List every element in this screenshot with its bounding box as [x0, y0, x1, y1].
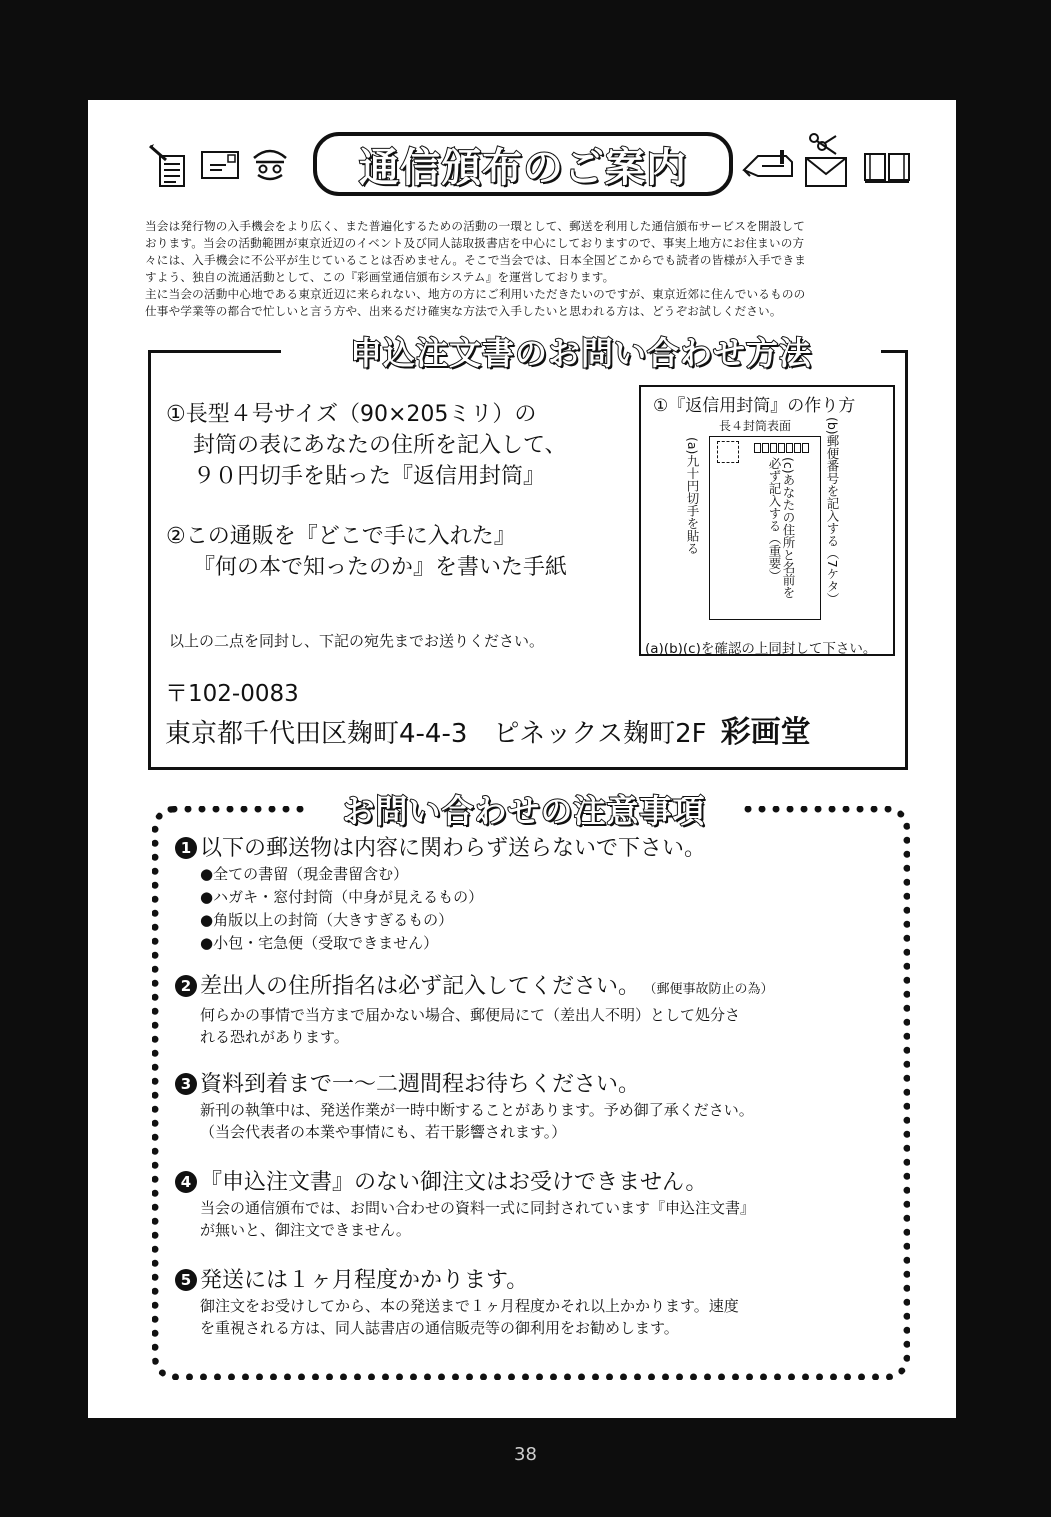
notice-line: れる恐れがあります。 — [200, 1028, 349, 1046]
requirement-line: ①長型４号サイズ（90×205ミリ）の — [166, 402, 537, 427]
requirement-line: ９０円切手を貼った『返信用封筒』 — [193, 464, 546, 489]
label-a: (a)九十円切手を貼る — [685, 437, 700, 555]
publisher-name: 彩画堂 — [720, 715, 811, 750]
notice-number: 1 — [175, 837, 197, 859]
notices-box — [152, 792, 910, 1380]
notice-heading-text: 『申込注文書』のない御注文はお受けできません。 — [200, 1170, 708, 1195]
label-c-line: 必ず記入する（重要） — [767, 457, 782, 582]
notice-line: ●全ての書留（現金書留含む） — [200, 865, 409, 883]
envelope-guide — [639, 385, 895, 656]
envelope-note: (a)(b)(c)を確認の上同封して下さい。 — [645, 641, 877, 657]
notice-heading — [175, 1071, 895, 1099]
notice-line: ●小包・宅急便（受取できません） — [200, 934, 439, 952]
notice-heading — [175, 835, 895, 863]
intro-line: おります。当会の活動範囲が東京近辺のイベント及び同人誌取扱書店を中心にしておりますので、事実上地方にお住まいの方 — [145, 236, 805, 250]
notice-body — [175, 863, 895, 955]
page-title: 通信頒布のご案内 — [359, 144, 687, 191]
intro-text — [145, 218, 925, 320]
notice-number: 2 — [175, 975, 197, 997]
notice-item — [175, 1071, 895, 1143]
notice-body — [175, 1004, 895, 1048]
intro-line: 々には、入手機会に不公平が生じていることは否めません。そこで当会では、日本全国どこからでも読者の皆様が入手できま — [145, 253, 807, 267]
label-c-line: (c)あなたの住所と名前を — [781, 457, 796, 599]
notice-line: 何らかの事情で当方まで届かない場合、郵便局にて（差出人不明）として処分さ — [200, 1006, 741, 1024]
header — [148, 132, 908, 202]
notice-line: ●ハガキ・窓付封筒（中身が見えるもの） — [200, 888, 484, 906]
book-icon — [862, 150, 912, 188]
notice-number: 5 — [175, 1269, 197, 1291]
notice-line: を重視される方は、同人誌書店の通信販売等の御利用をお勧めします。 — [200, 1319, 679, 1337]
label-b: (b)郵便番号を記入する（7ケタ） — [825, 417, 840, 606]
notice-item — [175, 1267, 895, 1339]
notice-heading-text: 差出人の住所指名は必ず記入してください。 — [200, 974, 641, 999]
label-c — [765, 457, 795, 599]
notice-body — [175, 1197, 895, 1241]
notice-body — [175, 1099, 895, 1143]
notice-number: 3 — [175, 1073, 197, 1095]
envelope-scissors-icon — [802, 132, 850, 194]
notice-heading — [175, 973, 895, 1004]
notice-heading — [175, 1169, 895, 1197]
address — [165, 707, 811, 751]
notice-line: ●角版以上の封筒（大きすぎるもの） — [200, 911, 454, 929]
notice-heading-tail: （郵便事故防止の為） — [650, 982, 774, 997]
title-box — [313, 132, 733, 196]
document-pen-icon — [148, 142, 188, 192]
notice-line: 当会の通信頒布では、お問い合わせの資料一式に同封されています『申込注文書』 — [200, 1199, 756, 1217]
requirement-line: ②この通販を『どこで手に入れた』 — [166, 524, 516, 549]
notice-item — [175, 835, 895, 955]
requirement-letter — [166, 521, 567, 583]
notice-line: が無いと、御注文できません。 — [200, 1221, 411, 1239]
notice-heading-text: 発送には１ヶ月程度かかります。 — [200, 1268, 529, 1293]
notices-banner — [309, 785, 739, 833]
mailbox-icon — [740, 146, 796, 190]
notice-line: 新刊の執筆中は、発送作業が一時中断することがあります。予め御了承ください。 — [200, 1101, 754, 1119]
how-to-order-box — [148, 334, 908, 770]
enclose-note: 以上の二点を同封し、下記の宛先までお送りください。 — [169, 632, 545, 650]
notice-body — [175, 1295, 895, 1339]
notice-heading — [175, 1267, 895, 1295]
postal-code: 〒102-0083 — [165, 681, 299, 707]
envelope-face-label: 長４封筒表面 — [719, 419, 792, 433]
notice-item — [175, 973, 895, 1048]
how-to-order-title: 申込注文書のお問い合わせ方法 — [349, 334, 812, 372]
intro-line: 主に当会の活動中心地である東京近辺に来られない、地方の方にご利用いただきたいのですが、東京近郊に住んでいるものの — [145, 287, 806, 301]
notice-number: 4 — [175, 1171, 197, 1193]
notices-title: お問い合わせの注意事項 — [342, 792, 706, 830]
intro-line: すよう、独自の流通活動として、この『彩画堂通信頒布システム』を運営しております。 — [145, 270, 615, 284]
face-icon — [250, 148, 290, 186]
envelope-icon — [200, 150, 240, 184]
stamp-placeholder — [717, 441, 739, 463]
intro-line: 当会は発行物の入手機会をより広く、また普遍化するための活動の一環として、郵送を利用した通信頒布サービスを開設して — [145, 219, 805, 233]
notice-heading-text: 以下の郵送物は内容に関わらず送らないで下さい。 — [200, 836, 707, 861]
intro-line: 仕事や学業等の都合で忙しいと言う方や、出来るだけ確実な方法で入手したいと思われる方は、どうぞお試しください。 — [145, 304, 782, 318]
requirement-line: 『何の本で知ったのか』を書いた手紙 — [193, 555, 568, 580]
notice-line: 御注文をお受けしてから、本の発送まで１ヶ月程度かそれ以上かかります。速度 — [200, 1297, 739, 1315]
requirement-line: 封筒の表にあなたの住所を記入して、 — [193, 433, 567, 458]
page-sheet — [88, 100, 956, 1418]
notice-heading-text: 資料到着まで一～二週間程お待ちください。 — [200, 1072, 641, 1097]
how-to-order-banner — [281, 327, 881, 375]
zip-code-boxes — [754, 443, 810, 453]
page-number: 38 — [514, 1444, 537, 1465]
envelope-guide-title: ①『返信用封筒』の作り方 — [653, 396, 856, 416]
notice-item — [175, 1169, 895, 1241]
notice-line: （当会代表者の本業や事情にも、若干影響されます。） — [200, 1123, 567, 1141]
requirement-envelope — [166, 399, 567, 492]
address-line: 東京都千代田区麹町4-4-3 ピネックス麹町2F — [165, 719, 707, 749]
